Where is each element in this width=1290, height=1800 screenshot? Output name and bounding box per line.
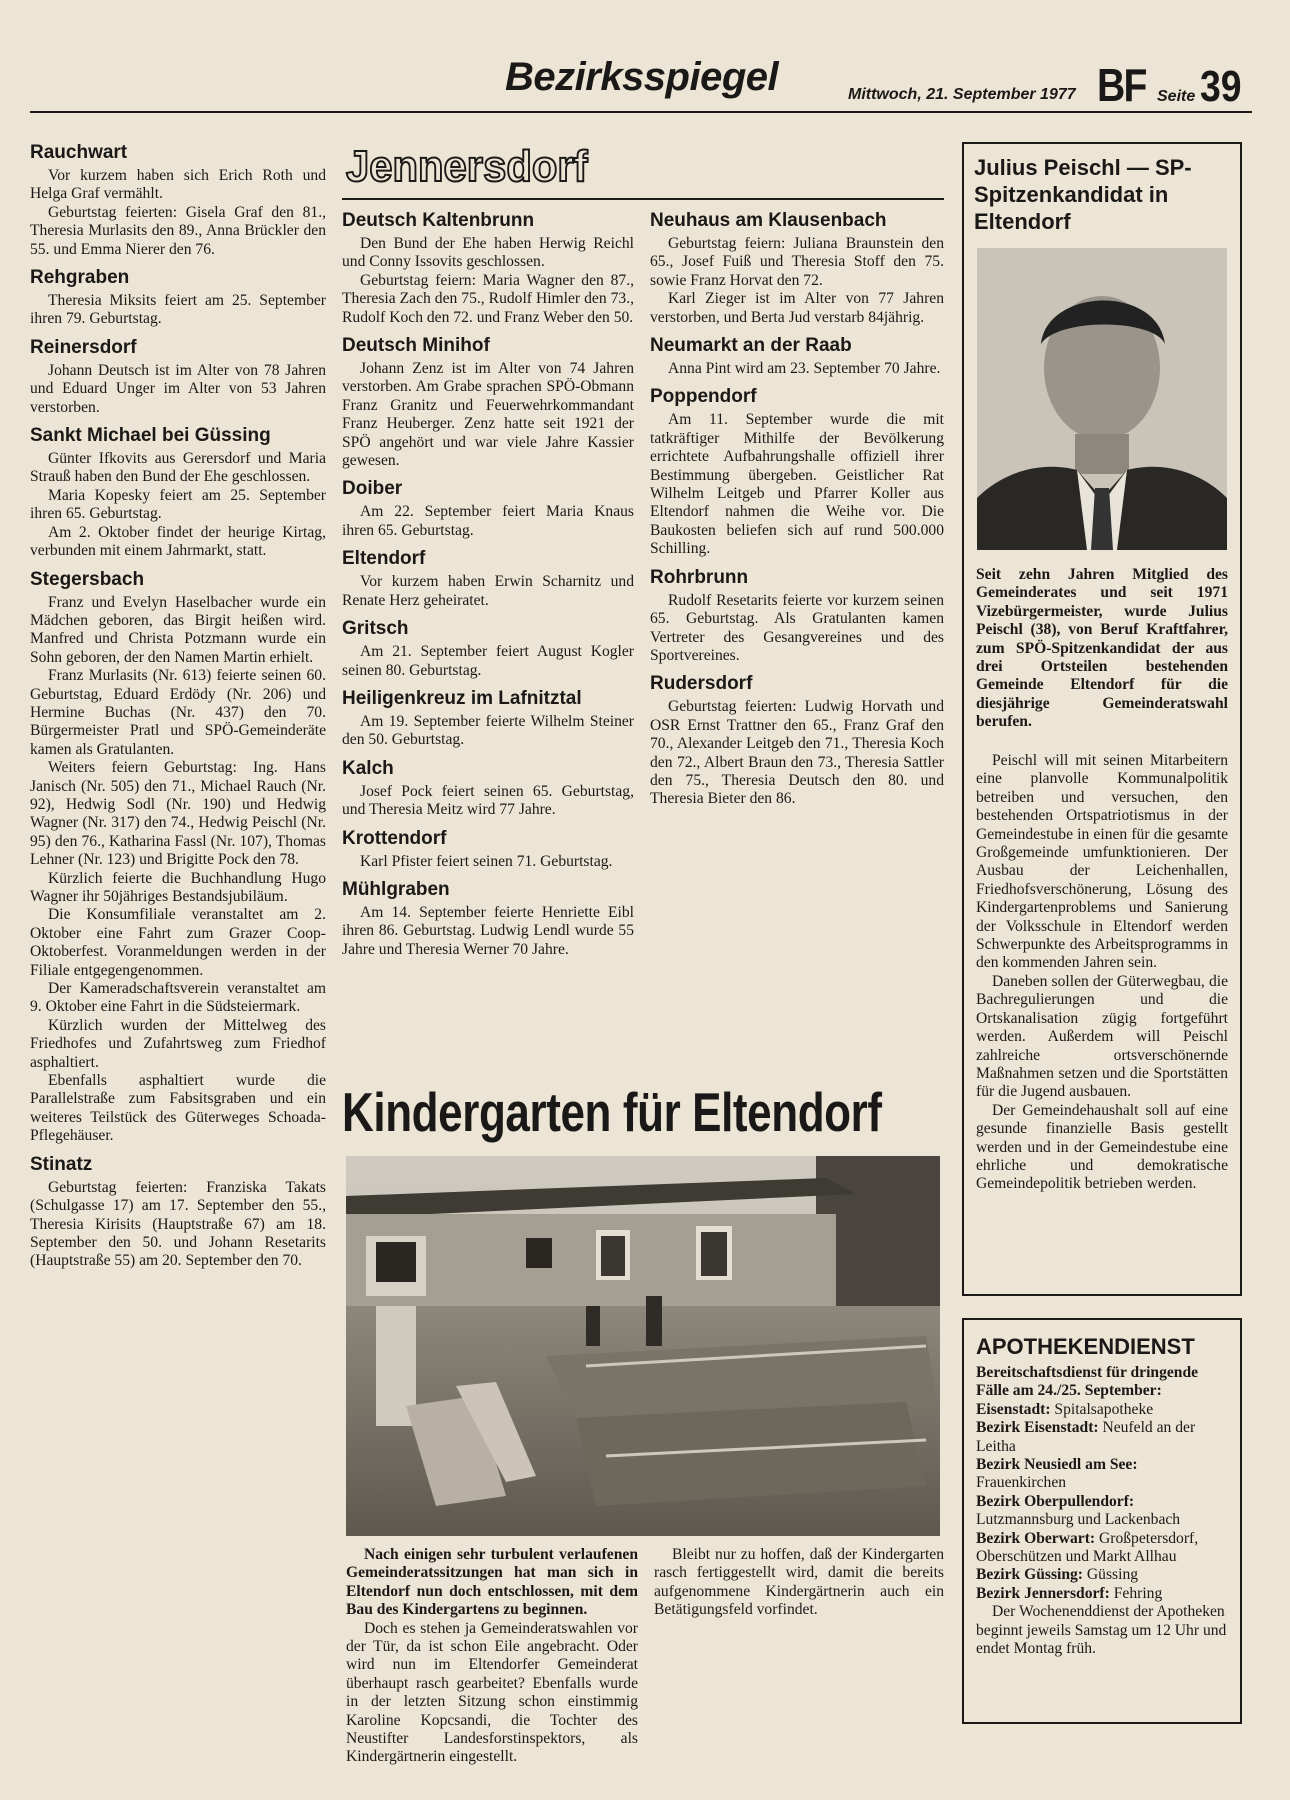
section-heading: Gritsch [342, 618, 409, 640]
section-paragraph: Kürzlich wurden der Mittelweg des Friedhofes und Zufahrtsweg zum Friedhof asphaltiert. [30, 1016, 326, 1071]
section-heading: Neumarkt an der Raab [650, 335, 852, 357]
apotheke-district: Eisenstadt: [976, 1400, 1051, 1418]
issue-date: Mittwoch, 21. September 1977 [848, 86, 1076, 103]
column-jennersdorf-left [342, 210, 634, 959]
apotheke-pharmacy: Lutzmannsburg und Lackenbach [976, 1511, 1181, 1529]
section-heading: Stegersbach [30, 568, 145, 590]
apotheke-list [976, 1364, 1230, 1659]
section-paragraph: Franz Murlasits (Nr. 613) feierte seinen 60. Geburtstag, Eduard Erdödy (Nr. 206) und Hermine Buchas (Nr. 437) den 70. Bürgermeister Pratl und SPÖ-Gemeinderäte kamen als Gratulanten. [30, 667, 326, 758]
section-paragraph: Kürzlich feierte die Buchhandlung Hugo Wagner ihr 50jähriges Bestandsjubiläum. [30, 869, 326, 905]
apotheke-title: APOTHEKENDIENST [976, 1334, 1195, 1359]
peischl-portrait-photo [977, 248, 1227, 550]
section-heading: Stinatz [30, 1153, 93, 1175]
masthead-rule [30, 111, 1252, 113]
peischl-lead: Seit zehn Jahren Mitglied des Gemeinderates und seit 1971 Vizebürgermeister, wurde Julius Peischl (38), von Beruf Kraftfahrer, zum SPÖ-Spitzenkandidat der aus drei Ortsteilen bestehenden Gemeinde Eltendorf für die diesjährige Gemeinderatswahl berufen. [976, 566, 1228, 731]
section-paragraph: Der Kameradschaftsverein veranstaltet am 9. Oktober eine Fahrt in die Südsteiermark. [30, 980, 326, 1016]
section-paragraph: Den Bund der Ehe haben Herwig Reichl und Conny Issovits geschlossen. [342, 235, 634, 271]
apotheke-entry [976, 1419, 1230, 1456]
peischl-paragraph: Daneben sollen der Güterwegbau, die Bachregulierungen und die Ortskanalisation zügig fortgeführt werden. Außerdem will Peischl zahlreiche ortsverschönernde Maßnahmen setzen und die Sportstätten für die Jugend ausbauen. [976, 972, 1228, 1101]
section-paragraph: Am 11. September wurde die mit tatkräftiger Mithilfe der Bevölkerung errichtete Aufbahrungshalle offiziell ihrer Bestimmung übergeben. Geistlicher Rat Wilhelm Leitgeb und Pfarrer Koller aus Eltendorf nahmen die Weihe vor. Die Baukosten beliefen sich auf rund 500.000 Schilling. [650, 411, 944, 558]
jennersdorf-rule [342, 198, 944, 200]
section-paragraph: Am 19. September feierte Wilhelm Steiner den 50. Geburtstag. [342, 712, 634, 749]
section-paragraph: Günter Ifkovits aus Gerersdorf und Maria Strauß haben den Bund der Ehe geschlossen. [30, 450, 326, 486]
section-heading: Poppendorf [650, 386, 757, 408]
peischl-paragraph: Peischl will mit seinen Mitarbeitern eine planvolle Kommunalpolitik betreiben und versuchen, den bestehenden Ortspatriotismus in der Gemeindestube in einen für die gesamte Großgemeinde umfunktionieren. Der Ausbau der Leichenhallen, Friedhofsverschönerung, Lösung des Kindergartenproblems und Sanierung der Volksschule in Eltendorf werden Schwerpunkte des Arbeitsprogramms in den kommenden Jahren sein. [976, 752, 1228, 972]
section-paragraph: Josef Pock feiert seinen 65. Geburtstag, und Theresia Meitz wird 77 Jahre. [342, 782, 634, 819]
apotheke-entry [976, 1401, 1230, 1419]
section-heading: Deutsch Minihof [342, 335, 490, 357]
kindergarten-headline: Kindergarten für Eltendorf [342, 1081, 882, 1143]
peischl-paragraph: Der Gemeindehaushalt soll auf eine gesunde finanzielle Basis gestellt werden und in der Gemeindestube eine ehrliche und demokratische Gemeindepolitik betrieben werden. [976, 1101, 1228, 1193]
section-heading: Rehgraben [30, 267, 130, 289]
section-heading: Deutsch Kaltenbrunn [342, 210, 535, 231]
section-paragraph: Geburtstag feiern: Juliana Braunstein den 65., Josef Fuiß und Theresia Stoff den 75. sowie Franz Horvat den 72. [650, 235, 944, 289]
section-paragraph: Vor kurzem haben Erwin Scharnitz und Renate Herz geheiratet. [342, 573, 634, 609]
peischl-body [976, 752, 1228, 1194]
apotheke-district: Bezirk Oberwart: [976, 1529, 1096, 1547]
jennersdorf-title: Jennersdorf [346, 142, 588, 191]
peischl-article-box [962, 142, 1242, 1296]
apotheke-footer: Der Wochenenddienst der Apotheken beginnt jeweils Samstag um 12 Uhr und endet Montag früh. [976, 1603, 1227, 1658]
section-paragraph: Vor kurzem haben sich Erich Roth und Helga Graf vermählt. [30, 167, 326, 203]
section-paragraph: Am 21. September feiert August Kogler seinen 80. Geburtstag. [342, 643, 634, 679]
page-label: Seite [1157, 88, 1196, 105]
peischl-headline: Julius Peischl — SP-Spitzenkandidat in Eltendorf [974, 155, 1192, 234]
apotheke-pharmacy: Großpetersdorf, Oberschützen und Markt Allhau [976, 1529, 1199, 1566]
apotheke-pharmacy: Frauenkirchen [976, 1474, 1067, 1492]
section-heading: Rauchwart [30, 142, 128, 163]
apotheke-district: Bezirk Eisenstadt: [976, 1419, 1099, 1437]
section-paragraph: Weiters feiern Geburtstag: Ing. Hans Janisch (Nr. 505) den 71., Michael Rauch (Nr. 92), Hedwig Sodl (Nr. 190) und Hedwig Wagner (Nr. 317) den 74., Hedwig Peischl (Nr. 95) den 76., Katharina Fassl (Nr. 107), Thomas Lehner (Nr. 123) und Brigitte Pock den 78. [30, 759, 326, 869]
apotheke-district: Bezirk Oberpullendorf: [976, 1492, 1135, 1510]
section-paragraph: Karl Zieger ist im Alter von 77 Jahren verstorben, und Berta Jud verstarb 84jährig. [650, 290, 944, 326]
section-heading: Rudersdorf [650, 673, 753, 695]
section-paragraph: Karl Pfister feiert seinen 71. Geburtstag. [360, 852, 613, 870]
section-paragraph: Franz und Evelyn Haselbacher wurde ein Mädchen geboren, das Birgit heißen wird. Manfred und Christa Potzmann wurde ein Sohn geboren, der den Namen Martin erhielt. [30, 593, 326, 666]
section-paragraph: Die Konsumfiliale veranstaltet am 2. Oktober eine Fahrt zum Grazer Coop-Oktoberfest. Voranmeldungen werden in der Filiale entgegengenommen. [30, 906, 326, 979]
section-paragraph: Maria Kopesky feiert am 25. September ihren 65. Geburtstag. [30, 486, 326, 523]
section-heading: Neuhaus am Klausenbach [650, 210, 887, 231]
section-paragraph: Geburtstag feierten: Franziska Takats (Schulgasse 17) am 17. September den 55., Theresia Kirisits (Hauptstraße 67) am 18. September den 50. und Johann Resetarits (Hauptstraße 55) am 20. September den 70. [30, 1178, 326, 1270]
section-heading: Doiber [342, 478, 403, 500]
section-title: Bezirksspiegel [505, 55, 779, 99]
section-paragraph: Am 2. Oktober findet der heurige Kirtag, verbunden mit einem Jahrmarkt, statt. [30, 523, 326, 560]
apotheke-entry [976, 1493, 1230, 1530]
photo-caption-right [654, 1546, 944, 1620]
column-gussing-news [30, 142, 326, 1271]
section-paragraph: Ebenfalls asphaltiert wurde die Parallelstraße zum Fabsitsgraben und ein weiteres Teilstück des Güterweges Schoada-Pflegehäuser. [30, 1072, 326, 1145]
apotheke-intro: Bereitschaftsdienst für dringende Fälle am 24./25. September: [976, 1364, 1199, 1400]
section-paragraph: Geburtstag feiern: Maria Wagner den 87., Theresia Zach den 75., Rudolf Himler den 73., Rudolf Koch den 72. und Franz Weber den 50. [342, 271, 634, 326]
section-paragraph: Anna Pint wird am 23. September 70 Jahre. [668, 360, 941, 378]
section-paragraph: Johann Zenz ist im Alter von 74 Jahren verstorben. Am Grabe sprachen SPÖ-Obmann Franz Granitz und Feuerwehrkommandant Franz Heuberger. Zenz hatte seit 1921 der SPÖ angehört und war viele Jahre Kassier gewesen. [342, 360, 634, 470]
section-paragraph: Am 14. September feierte Henriette Eibl ihren 86. Geburtstag. Ludwig Lendl wurde 55 Jahre und Theresia Werner 70 Jahre. [342, 903, 634, 958]
photo-caption-left [346, 1546, 638, 1767]
apotheke-pharmacy: Fehring [1113, 1584, 1163, 1602]
section-paragraph: Johann Deutsch ist im Alter von 78 Jahren und Eduard Unger im Alter von 53 Jahren verstorben. [30, 361, 326, 416]
section-heading: Eltendorf [342, 548, 426, 570]
section-paragraph: Geburtstag feierten: Gisela Graf den 81., Theresia Murlasits den 89., Anna Brückler den 55. und Emma Nierer den 76. [30, 203, 326, 258]
section-paragraph: Am 22. September feiert Maria Knaus ihren 65. Geburtstag. [342, 503, 634, 539]
apotheke-pharmacy: Neufeld an der Leitha [976, 1419, 1196, 1455]
apotheke-box [962, 1318, 1242, 1724]
apotheke-district: Bezirk Jennersdorf: [976, 1584, 1110, 1602]
apotheke-entry [976, 1566, 1230, 1584]
section-heading: Heiligenkreuz im Lafnitztal [342, 687, 582, 709]
caption-lead: Nach einigen sehr turbulent verlaufenen Gemeinderatssitzungen hat man sich in Eltendorf nun doch entschlossen, mit dem Bau des Kindergartens zu beginnen. [346, 1546, 638, 1619]
column-jennersdorf-right [650, 210, 944, 809]
caption-paragraph: Doch es stehen ja Gemeinderatswahlen vor der Tür, da ist schon Eile angebracht. Oder wird nun im Eltendorfer Gemeinderat überhaupt rasch gearbeitet? Ebenfalls wurde in der letzten Sitzung schon einstimmig Karoline Kopcsandi, die Tochter des Neustifter Landesforstinspektors, als Kindergärtnerin eingestellt. [346, 1619, 638, 1766]
apotheke-entry [976, 1530, 1230, 1567]
construction-site-photo [346, 1156, 940, 1536]
apotheke-entry [976, 1456, 1230, 1493]
section-paragraph: Geburtstag feierten: Ludwig Horvath und OSR Ernst Trattner den 65., Franz Graf den 70., Alexander Leitgeb den 71., Theresia Koch den 72., Albert Braun den 73., Theresia Sattler den 75., Theresia Deutsch den 80. und Theresia Bieter den 86. [650, 698, 944, 808]
apotheke-district: Bezirk Güssing: [976, 1566, 1084, 1584]
apotheke-district: Bezirk Neusiedl am See: [976, 1456, 1138, 1474]
section-heading: Kalch [342, 757, 394, 779]
section-paragraph: Theresia Miksits feiert am 25. September ihren 79. Geburtstag. [30, 292, 326, 328]
section-heading: Sankt Michael bei Güssing [30, 425, 271, 447]
apotheke-pharmacy: Spitalsapotheke [1054, 1400, 1154, 1418]
newspaper-logo: BF [1097, 59, 1146, 111]
apotheke-entry [976, 1585, 1230, 1603]
page-number: 39 [1200, 62, 1242, 111]
apotheke-pharmacy: Güssing [1086, 1566, 1139, 1584]
caption-paragraph: Bleibt nur zu hoffen, daß der Kindergarten rasch fertiggestellt wird, damit die bereits aufgenommene Kindergärtnerin auch ein Betätigungsfeld vorfindet. [654, 1546, 944, 1619]
section-heading: Mühlgraben [342, 878, 450, 900]
section-heading: Rohrbrunn [650, 566, 749, 588]
section-heading: Krottendorf [342, 827, 447, 849]
section-paragraph: Rudolf Resetarits feierte vor kurzem seinen 65. Geburtstag. Als Gratulanten kamen Vertreter des Gesangvereines und des Sportvereines. [650, 591, 944, 664]
section-heading: Reinersdorf [30, 336, 137, 358]
